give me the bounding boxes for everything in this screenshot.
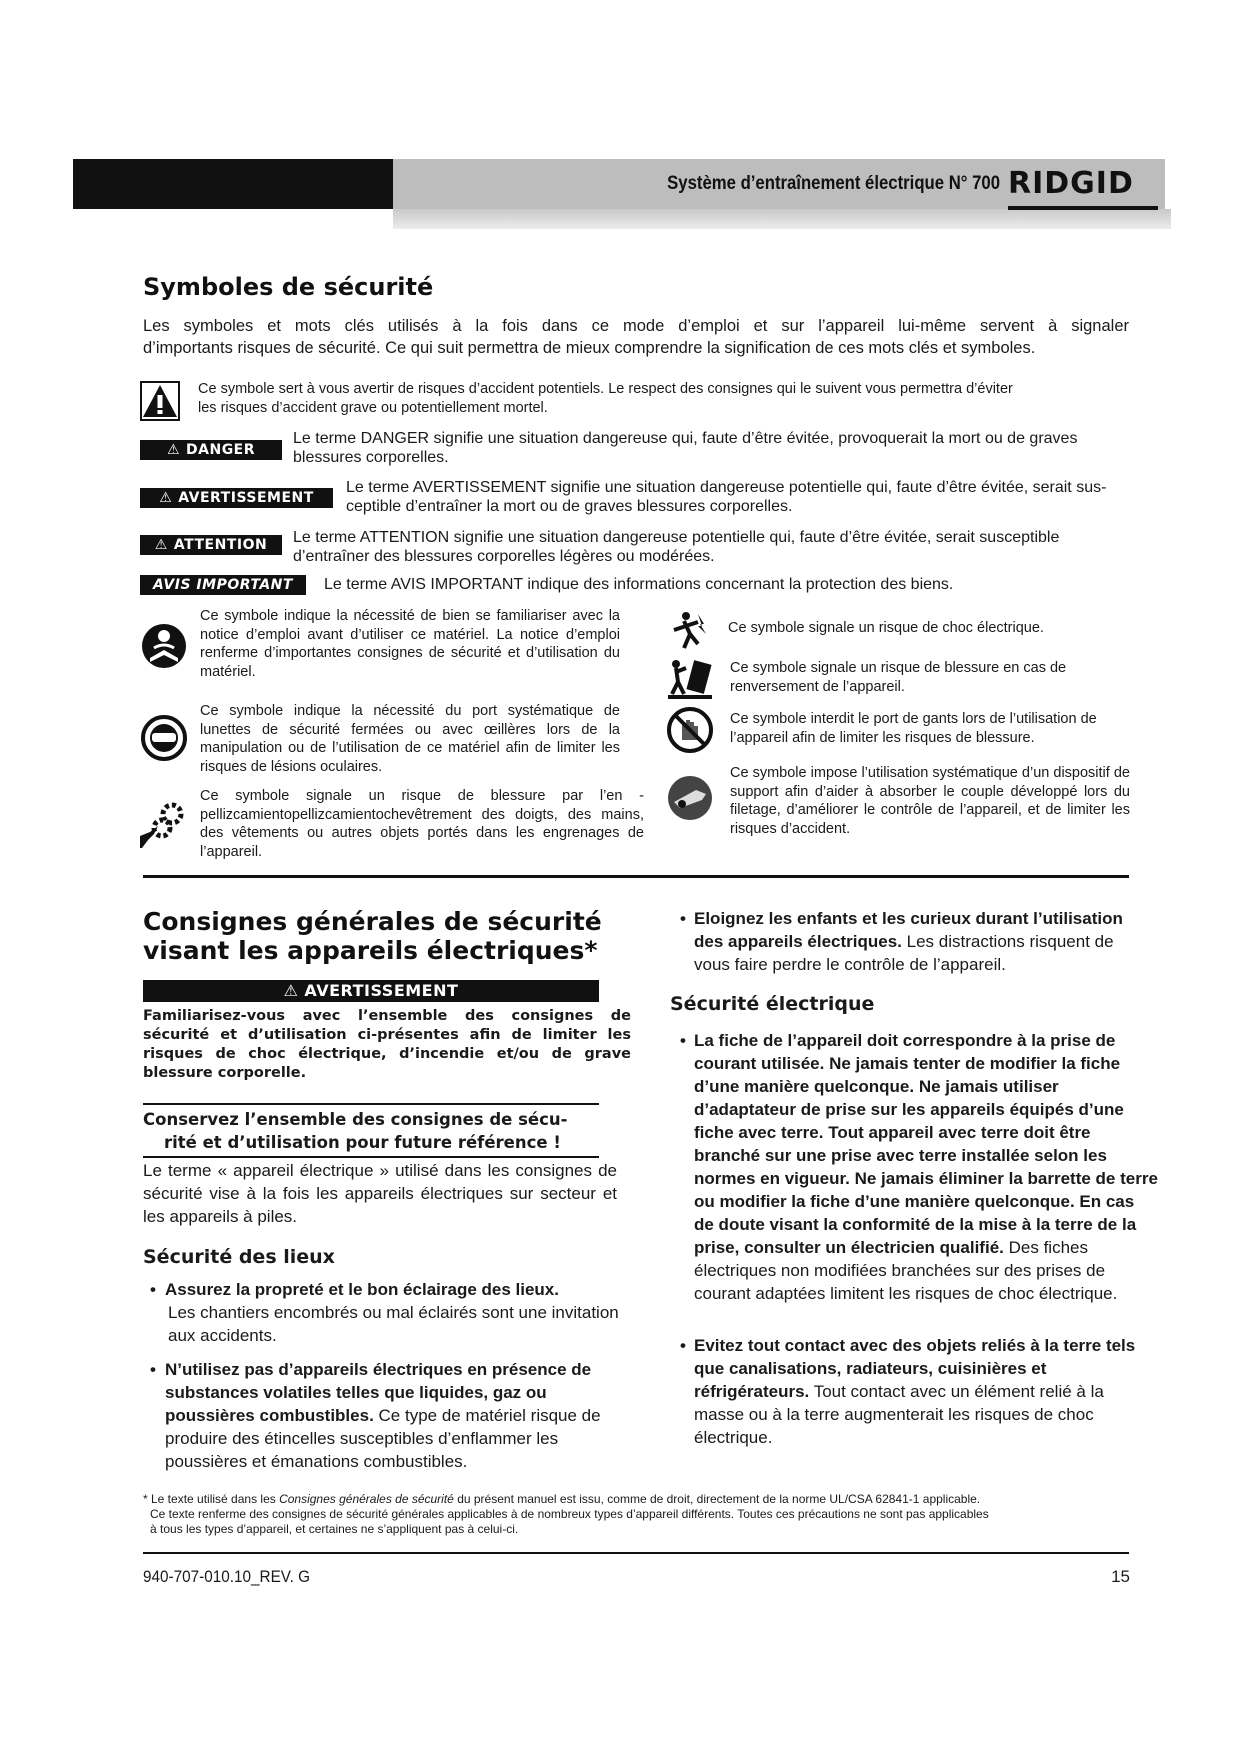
intro-line-1: Les symboles et mots clés utilisés à la fois dans ce mode d’emploi et sur l’appareil lui-même servent à signaler <box>143 317 1129 335</box>
electrical-bullet-1-text: Des fiches électriques non modifiées branchées sur des prises de courant adaptées limitent les risques de choc électrique. <box>694 1238 1118 1303</box>
warning-triangle-icon: ⚠ <box>154 537 168 553</box>
alert-desc-line-2: les risques d’accident grave ou potentiellement mortel. <box>198 400 548 416</box>
avertissement-desc-line-2: ceptible d’entraîner la mort ou de graves blessures corporelles. <box>346 498 793 515</box>
avertissement-tag: ⚠ AVERTISSEMENT <box>140 488 333 508</box>
electric-tool-term-text: Le terme « appareil électrique » utilisé dans les consignes de sécurité vise à la fois les appareils électriques sur secteur et les appareils à piles. <box>143 1161 617 1226</box>
keep-instructions-rule-bottom <box>143 1156 599 1158</box>
footnote-part-1: * Le texte utilisé dans les <box>143 1492 280 1506</box>
avis-important-desc: Le terme AVIS IMPORTANT indique des informations concernant la protection des biens. <box>324 576 954 593</box>
support-device-desc: Ce symbole impose l’utilisation systématique d’un dispositif de support afin d’aider à absorber le couple développé lors du filetage, d’améliorer le contrôle de l’appareil, et de limiter les risques d’accident. <box>730 765 1130 837</box>
keep-line-1: Conservez l’ensemble des consignes de sécu- <box>143 1110 568 1129</box>
support-device-icon <box>666 774 714 822</box>
header-title: Système d’entraînement électrique N° 700 <box>667 173 1000 194</box>
right-bullet-1-text: Les distractions risquent de vous faire perdre le contrôle de l’appareil. <box>694 932 1114 974</box>
electrical-safety-heading: Sécurité électrique <box>670 993 875 1015</box>
electric-shock-desc: Ce symbole signale un risque de choc électrique. <box>728 620 1044 636</box>
tip-over-icon <box>666 656 714 700</box>
bullet-1-bold: Assurez la propreté et le bon éclairage des lieux. <box>165 1280 559 1299</box>
alert-desc-line-1: Ce symbole sert à vous avertir de risques d’accident potentiels. Le respect des consignes qui le suivent vous permettra d’éviter <box>198 381 1013 397</box>
safety-glasses-icon <box>140 714 188 762</box>
footnote-line-3: à tous les types d’appareil, et certaines ne s’appliquent pas à celui-ci. <box>150 1522 519 1536</box>
electrical-bullet-2: • Evitez tout contact avec des objets reliés à la terre tels que canalisations, radiateurs, cuisinières et réfrigérateurs. Tout contact avec un élément relié à la masse ou à la terre augmenterait les risques de choc électrique. <box>680 1336 1136 1447</box>
read-manual-icon <box>140 622 188 670</box>
safety-symbols-heading: Symboles de sécurité <box>143 273 434 301</box>
no-gloves-desc: Ce symbole interdit le port de gants lors de l’utilisation de l’appareil afin de limiter les risques de blessure. <box>730 711 1097 746</box>
bullet-2-bold: N’utilisez pas d’appareils électriques en présence de substances volatiles telles que liquides, gaz ou poussières combustibles. <box>165 1360 592 1425</box>
electrical-bullet-1-bold: La fiche de l’appareil doit correspondre à la prise de courant utilisée. Ne jamais tenter de modifier la fiche d’une manière quelconque. Ne jamais utiliser d’adaptateur de prise sur les appareils équipés d’une fiche avec terre. Tout appareil avec terre doit être branché sur une prise avec terre installée selon les normes en vigueur. Ne jamais éliminer la barrette de terre ou modifier la fiche d’une manière quelconque. En cas de doute visant la conformité de la mise à la terre de la prise, consulter un électricien qualifié. <box>694 1031 1158 1257</box>
warning-triangle-icon: ⚠ <box>166 442 181 458</box>
header-black-bar <box>73 159 393 209</box>
keep-instructions-rule <box>143 1103 599 1105</box>
avertissement-desc-line-1: Le terme AVERTISSEMENT signifie une situation dangereuse potentielle qui, faute d’être évitée, serait sus- <box>346 479 1107 496</box>
header-shadow <box>393 209 1171 229</box>
footnote <box>143 1492 1143 1537</box>
entanglement-hazard-icon <box>138 800 190 850</box>
electrical-bullet-1: • La fiche de l’appareil doit correspondre à la prise de courant utilisée. Ne jamais tenter de modifier la fiche d’une manière quelconque. Ne jamais utiliser d’adaptateur de prise sur les appareils équipés d’une fiche avec terre. Tout appareil avec terre doit être branché sur une prise avec terre installée selon les normes en vigueur. Ne jamais éliminer la barrette de terre ou modifier la fiche d’une manière quelconque. En cas de doute visant la conformité de la mise à la terre de la prise, consulter un électricien qualifié. Des fiches électriques non modifiées branchées sur des prises de courant adaptées limitent les risques de choc électrique. <box>680 1031 1158 1303</box>
avis-important-tag: AVIS IMPORTANT <box>140 575 306 595</box>
bullet-2-text: Ce type de matériel risque de produire des étincelles susceptibles d’enflammer les poussières et émanations combustibles. <box>165 1406 601 1471</box>
right-bullet-1-bold: Eloignez les enfants et les curieux durant l’utilisation des appareils électriques. <box>694 909 1123 951</box>
keep-instructions-notice <box>143 1108 633 1154</box>
tip-over-desc: Ce symbole signale un risque de blessure en cas de renversement de l’appareil. <box>730 660 1067 695</box>
danger-tag: ⚠ DANGER <box>140 440 282 460</box>
intro-line-2: d’importants risques de sécurité. Ce qui suit permettra de mieux comprendre la signification de ces mots clés et symboles. <box>143 339 1036 357</box>
warning-triangle-icon: ⚠ <box>159 490 173 506</box>
no-gloves-icon <box>666 706 714 754</box>
avertissement-banner: ⚠ AVERTISSEMENT <box>143 980 599 1002</box>
safety-alert-icon <box>140 381 180 421</box>
doc-number: 940-707-010.10_REV. G <box>143 1567 311 1586</box>
general-heading-line-1: Consignes générales de sécurité <box>143 907 602 936</box>
keep-line-2: rité et d’utilisation pour future référence ! <box>164 1133 561 1152</box>
danger-desc-line-2: blessures corporelles. <box>293 449 449 466</box>
attention-desc-line-2: d’entraîner des blessures corporelles légères ou modérées. <box>293 548 715 565</box>
work-area-safety-heading: Sécurité des lieux <box>143 1246 335 1268</box>
attention-tag: ⚠ ATTENTION <box>140 535 282 555</box>
attention-desc-line-1: Le terme ATTENTION signifie une situation dangereuse potentielle qui, faute d’être évitée, serait susceptible <box>293 529 1060 546</box>
electrical-bullet-2-bold: Evitez tout contact avec des objets reliés à la terre tels que canalisations, radiateurs, cuisinières et réfrigérateurs. <box>694 1336 1136 1401</box>
electric-shock-icon <box>668 610 712 654</box>
electrical-bullet-2-text: Tout contact avec un élément relié à la masse ou à la terre augmenterait les risques de choc électrique. <box>694 1382 1104 1447</box>
entanglement-hazard-desc: Ce symbole signale un risque de blessure par l’en - pellizcamientopellizcamientochevêtrement des doigts, des mains, des vêtements ou autres objets portés dans les engrenages de l’appareil. <box>200 788 644 860</box>
bullet-1-text: Les chantiers encombrés ou mal éclairés sont une invitation aux accidents. <box>168 1303 619 1345</box>
read-manual-desc: Ce symbole indique la nécessité de bien se familiariser avec la notice d’emploi avant d’utiliser ce matériel. La notice d’emploi renferme d’importantes consignes de sécurité et d’utilisation du matériel. <box>200 608 620 680</box>
work-area-bullet-2: • N’utilisez pas d’appareils électriques en présence de substances volatiles telles que liquides, gaz ou poussières combustibles. Ce type de matériel risque de produire des étincelles susceptibles d’enflammer les poussières et émanations combustibles. <box>150 1360 601 1471</box>
general-safety-heading <box>143 907 602 965</box>
page-number: 15 <box>1111 1567 1130 1586</box>
warning-triangle-icon: ⚠ <box>283 981 299 1000</box>
footer-rule <box>143 1552 1129 1554</box>
section-divider <box>143 875 1129 878</box>
safety-glasses-desc: Ce symbole indique la nécessité du port systématique de lunettes de sécurité fermées ou avec œillères lors de la manipulation ou de l’utilisation de ce matériel afin de limiter les risques de lésions oculaires. <box>200 703 620 775</box>
danger-desc-line-1: Le terme DANGER signifie une situation dangereuse qui, faute d’être évitée, provoquerait la mort ou de graves <box>293 430 1078 447</box>
footnote-italic: Consignes générales de sécurité <box>279 1492 454 1506</box>
work-area-bullet-1: • Assurez la propreté et le bon éclairage des lieux. Les chantiers encombrés ou mal éclairés sont une invitation aux accidents. <box>150 1278 628 1347</box>
footnote-part-2: du présent manuel est issu, comme de droit, directement de la norme UL/CSA 62841-1 applicable. <box>453 1492 981 1506</box>
right-bullet-children: • Eloignez les enfants et les curieux durant l’utilisation des appareils électriques. Les distractions risquent de vous faire perdre le contrôle de l’appareil. <box>680 909 1123 974</box>
footnote-line-2: Ce texte renferme des consignes de sécurité générales applicables à de nombreux types d’appareil différents. Toutes ces précautions ne sont pas applicables <box>150 1507 989 1521</box>
ridgid-logo: RIDGID <box>1008 164 1158 210</box>
general-heading-line-2: visant les appareils électriques* <box>143 936 598 965</box>
warning-familiarize-text: Familiarisez-vous avec l’ensemble des consignes de sécurité et d’utilisation ci-présentes afin de limiter les risques de choc électrique, d’incendie et/ou de grave blessure corporelle. <box>143 1008 631 1081</box>
